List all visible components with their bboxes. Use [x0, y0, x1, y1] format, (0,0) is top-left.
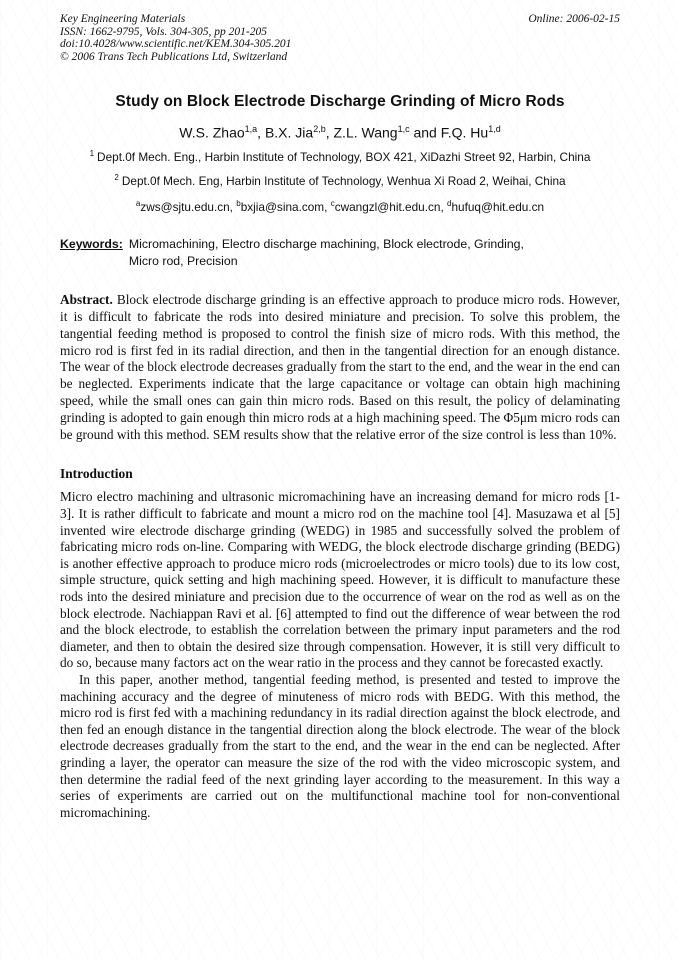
- introduction-paragraph-2: In this paper, another method, tangential feeding method, is presented and tested to improve the machining accuracy and the degree of minuteness of micro rods with BEDG. With this method, the micro rod is first fed with a machining redundancy in its radial direction against the block electrode, and then fed an enough distance in the tangential direction along the block electrode. The wear of the block electrode decreases gradually from the start to the end, and the wear in the end can be neglected. After grinding a layer, the operator can measure the size of the rod with the video microscopic system, and then determine the radial feed of the next grinding layer according to the measurement. In this way a series of experiments are carried out on the multifunctional machine tool for non-conventional micromachining.: [60, 671, 620, 820]
- email-address: zws@sjtu.edu.cn,: [140, 200, 237, 215]
- introduction-paragraph-1: Micro electro machining and ultrasonic micromachining have an increasing demand for micro rods [1-3]. It is rather difficult to fabricate and mount a micro rod on the machine tool [4]. Masuzawa et al [5] invented wire electrode discharge grinding (WEDG) in 1985 and successfully solved the problem of fabricating micro rods on-line. Comparing with WEDG, the block electrode discharge grinding (BEDG) is another effective approach to produce micro rods (microelectrodes or micro tools) due to its low cost, simple structure, quick setting and high machining speed. However, it is difficult to manufacture these rods into the desired miniature and precision due to the occurrence of wear on the rod as well as on the block electrode. Nachiappan Ravi et al. [6] attempted to find out the difference of wear between the rod and the block electrode, to establish the correlation between the primary input parameters and the rod diameter, and then to obtain the desired size through compensation. However, it is still very difficult to do so, because many factors act on the wear ratio in the process and they cannot be forecasted exactly.: [60, 489, 620, 671]
- affiliation-line: [60, 149, 620, 164]
- section-heading-introduction: Introduction: [60, 466, 133, 482]
- journal-doi-line: doi:10.4028/www.scientific.net/KEM.304-305.201: [60, 38, 292, 51]
- affiliation-line: [60, 173, 620, 188]
- author-affiliation-marker: 1,a: [244, 123, 258, 134]
- author-separator: ,: [257, 124, 265, 141]
- author-affiliation-marker: 1,d: [488, 123, 501, 134]
- affiliation-text: Dept.0f Mech. Eng., Harbin Institute of Technology, BOX 421, XiDazhi Street 92, Harbin, China: [97, 150, 591, 165]
- keywords-block: [60, 236, 620, 270]
- online-date: Online: 2006-02-15: [528, 13, 620, 25]
- journal-header: [60, 13, 620, 64]
- affiliation-text: Dept.0f Mech. Eng, Harbin Institute of Technology, Wenhua Xi Road 2, Weihai, China: [121, 174, 566, 189]
- keywords-line: Micromachining, Electro discharge machining, Block electrode, Grinding,: [128, 237, 524, 252]
- emails-line: [60, 199, 620, 214]
- email-address: bxjia@sina.com,: [240, 200, 331, 215]
- journal-info-block: [60, 13, 291, 64]
- affiliation-marker: 2: [114, 173, 119, 183]
- keywords-list: [129, 236, 524, 270]
- email-address: cwangzl@hit.edu.cn,: [334, 200, 447, 215]
- author-name: F.Q. Hu: [440, 124, 489, 141]
- abstract-text: Block electrode discharge grinding is an effective approach to produce micro rods. However, it is difficult to fabricate the rods into desired miniature and precision. To solve this problem, the tangential feeding method is proposed to control the finish size of micro rods. With this method, the micro rod is first fed in its radial direction, and then in the tangential direction for an enough distance. The wear of the block electrode decreases gradually from the start to the end, and the wear in the end can be neglected. Experiments indicate that the large capacitance or voltage can obtain high machining speed, while the small ones can gain thin micro rods. Based on this result, the policy of delaminating grinding is adopted to gain enough thin micro rods at a high machining speed. The Φ5μm micro rods can be ground with this method. SEM results show that the relative error of the size control is less than 10%.: [60, 292, 620, 442]
- email-address: hufuq@hit.edu.cn: [451, 200, 545, 215]
- email-marker: d: [447, 199, 452, 209]
- journal-issn-line: ISSN: 1662-9795, Vols. 304-305, pp 201-205: [60, 25, 267, 38]
- email-marker: b: [236, 199, 241, 209]
- author-name: W.S. Zhao: [179, 124, 245, 141]
- author-affiliation-marker: 1,c: [397, 123, 410, 134]
- journal-title: Key Engineering Materials: [60, 13, 186, 25]
- authors-line: [60, 124, 620, 141]
- affiliation-marker: 1: [89, 149, 95, 159]
- author-name: B.X. Jia: [264, 124, 314, 141]
- journal-copyright-line: © 2006 Trans Tech Publications Ltd, Switzerland: [60, 51, 288, 64]
- author-affiliation-marker: 2,b: [313, 123, 326, 134]
- abstract-label: Abstract.: [60, 292, 113, 308]
- keywords-label: Keywords:: [60, 237, 123, 252]
- email-marker: c: [330, 199, 335, 209]
- paper-title: Study on Block Electrode Discharge Grinding of Micro Rods: [115, 92, 565, 110]
- author-separator: ,: [325, 124, 334, 141]
- email-marker: a: [135, 199, 141, 209]
- author-separator: and: [409, 124, 441, 141]
- abstract-paragraph: [60, 292, 620, 443]
- author-name: Z.L. Wang: [333, 124, 398, 141]
- keywords-line: Micro rod, Precision: [128, 254, 238, 269]
